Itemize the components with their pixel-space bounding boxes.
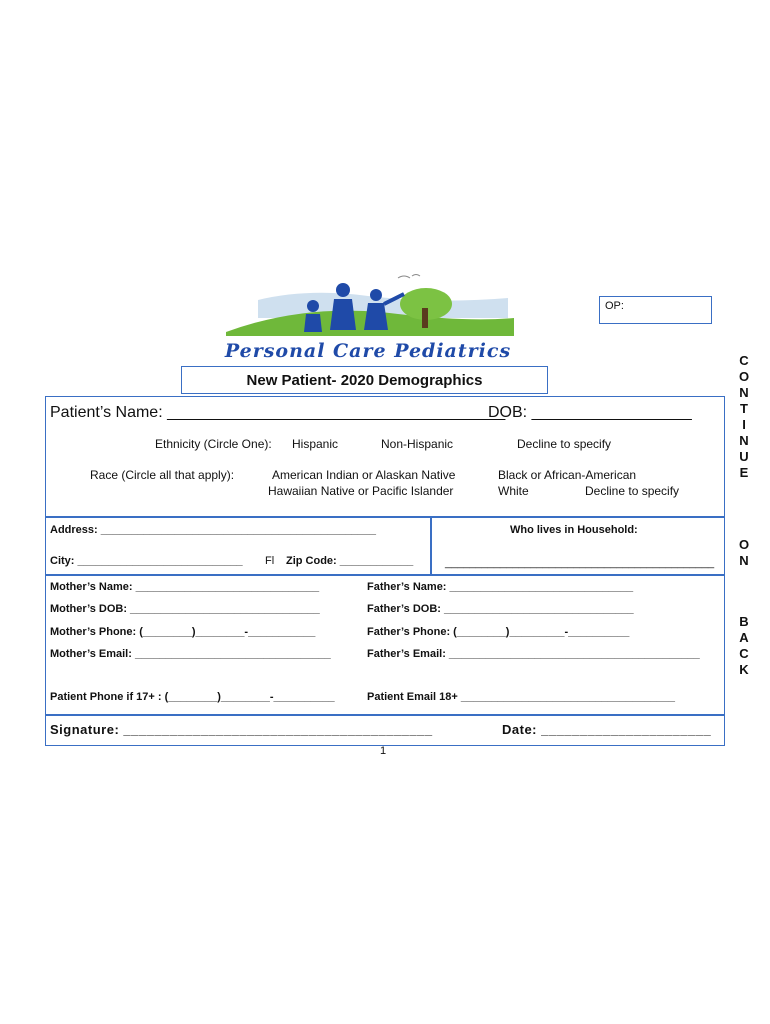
race-option-white[interactable]: White (498, 484, 529, 498)
signature-field[interactable]: Signature: ________________________________________ (50, 722, 433, 737)
ethnicity-option-non-hispanic[interactable]: Non-Hispanic (381, 437, 454, 451)
father-email-field[interactable]: Father’s Email: _________________________________________ (367, 648, 700, 660)
op-label: OP: (605, 300, 624, 312)
page-number: 1 (380, 745, 387, 757)
continue-vertical-text: C O N T I N U E (738, 353, 750, 480)
date-field[interactable]: Date: ______________________ (502, 722, 712, 737)
practice-logo (218, 270, 518, 362)
race-option-black[interactable]: Black or African-American (498, 468, 637, 482)
race-option-hawaiian[interactable]: Hawaiian Native or Pacific Islander (268, 484, 454, 498)
patient-phone-field[interactable]: Patient Phone if 17+ : (________)________-__________ (50, 691, 335, 703)
mother-email-field[interactable]: Mother’s Email: ________________________________ (50, 648, 331, 660)
city-field[interactable]: City: ___________________________ (50, 555, 243, 567)
father-dob-field[interactable]: Father’s DOB: _______________________________ (367, 603, 634, 615)
on-vertical-text: O N (738, 537, 750, 568)
mother-dob-field[interactable]: Mother’s DOB: _______________________________ (50, 603, 320, 615)
ethnicity-option-hispanic[interactable]: Hispanic (292, 437, 339, 451)
father-name-field[interactable]: Father’s Name: ______________________________ (367, 581, 634, 593)
state-value: Fl (265, 555, 275, 567)
household-label: Who lives in Household: (510, 524, 638, 536)
mother-name-field[interactable]: Mother’s Name: ______________________________ (50, 581, 320, 593)
patient-name-field[interactable]: Patient’s Name: ______________________________________ (50, 404, 506, 421)
op-box[interactable] (599, 296, 712, 324)
father-phone-field[interactable]: Father’s Phone: (________)_________-__________ (367, 626, 630, 638)
back-vertical-text: B A C K (739, 614, 749, 677)
race-option-american-indian[interactable]: American Indian or Alaskan Native (272, 468, 456, 482)
race-label: Race (Circle all that apply): (90, 468, 235, 482)
form-title: New Patient- 2020 Demographics (181, 366, 548, 394)
dob-field[interactable]: DOB: __________________ (488, 404, 692, 421)
ethnicity-option-decline[interactable]: Decline to specify (517, 437, 612, 451)
ethnicity-label: Ethnicity (Circle One): (155, 437, 272, 451)
patient-email-field[interactable]: Patient Email 18+ ___________________________________ (367, 691, 675, 703)
mother-phone-field[interactable]: Mother’s Phone: (________)________-___________ (50, 626, 316, 638)
address-divider (430, 516, 432, 576)
household-field[interactable]: ____________________________________________ (445, 557, 715, 569)
zip-code-field[interactable]: Zip Code: ____________ (286, 555, 414, 567)
address-field[interactable]: Address: _____________________________________________ (50, 524, 377, 536)
race-option-decline[interactable]: Decline to specify (585, 484, 680, 498)
practice-name: Personal Care Pediatrics (224, 340, 512, 362)
